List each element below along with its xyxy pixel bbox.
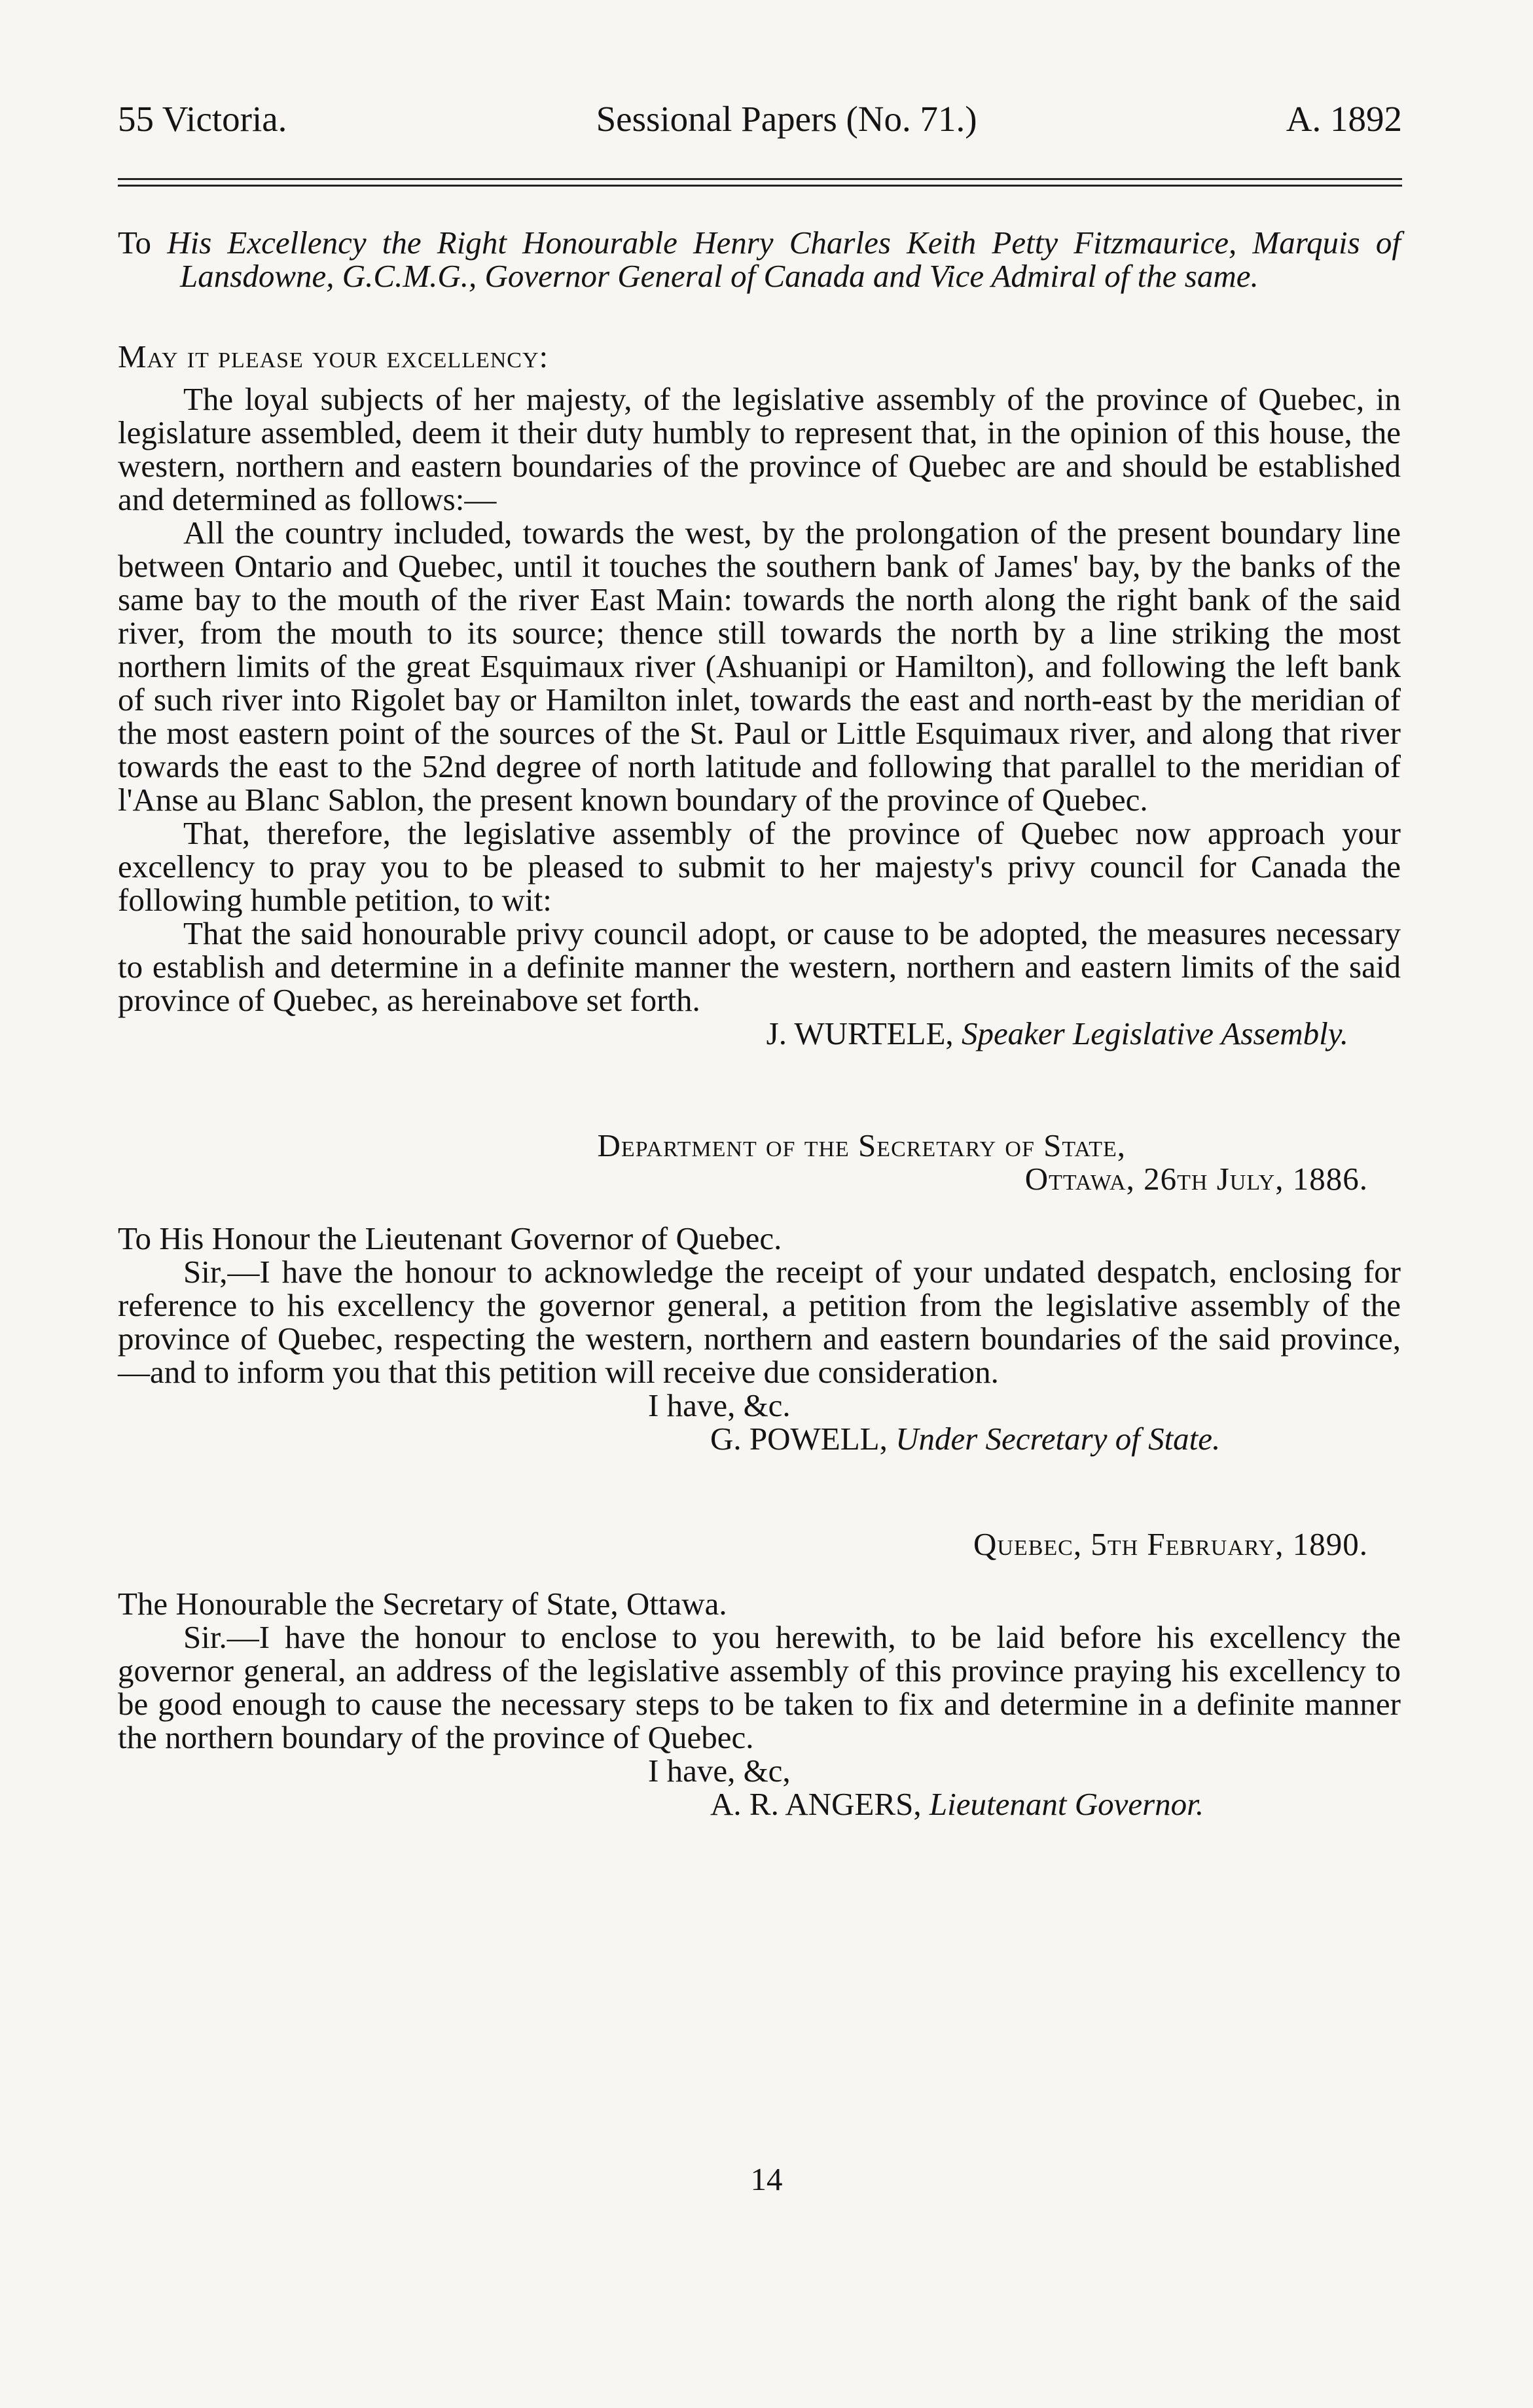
- petition-paragraph: That the said honourable privy council adopt, or cause to be adopted, the measures necessary to establish and determine in a definite manner the western, northern and eastern limits of the said province of Quebec, as hereinabove set forth.: [118, 915, 1401, 1018]
- signer-title: Lieutenant Governor.: [929, 1786, 1204, 1822]
- letter-body: Sir.—I have the honour to enclose to you herewith, to be laid before his excellency the governor general, an address of the legislative assembly of this province praying his excellency to be good enough to cause the necessary steps to be taken to fix and determine in a definite manner the northern boundary of the province of Quebec.: [118, 1619, 1401, 1755]
- letter-place-date: Quebec, 5th February, 1890.: [973, 1526, 1368, 1562]
- document-body: [118, 226, 1401, 1821]
- petition-paragraph: All the country included, towards the west, by the prolongation of the present boundary line between Ontario and Quebec, until it touches the southern bank of James' bay, by the banks of the same bay to the mouth of the river East Main: towards the north along the right bank of the said river, from the mouth to its source; thence still towards the north by a line striking the most northern limits of the great Esquimaux river (Ashuanipi or Hamilton), and following the left bank of such river into Rigolet bay or Hamilton inlet, towards the east and north-east by the meridian of the most eastern point of the sources of the St. Paul or Little Esquimaux river, and along that river towards the east to the 52nd degree of north latitude and following that parallel to the meridian of l'Anse au Blanc Sablon, the present known boundary of the province of Quebec.: [118, 515, 1401, 818]
- address-block: [118, 226, 1401, 293]
- department-heading: Department of the Secretary of State,: [597, 1127, 1126, 1163]
- letter-signature: [118, 1787, 1401, 1821]
- signer-title: Speaker Legislative Assembly.: [961, 1015, 1348, 1051]
- letter-body: Sir,—I have the honour to acknowledge the receipt of your undated despatch, enclosing for reference to his excellency the governor general, a petition from the legislative assembly of the province of Quebec, respecting the western, northern and eastern boundaries of the said province,—and to inform you that this petition will receive due consideration.: [118, 1254, 1401, 1390]
- header-rule: [118, 178, 1402, 180]
- header-title: Sessional Papers (No. 71.): [596, 99, 977, 139]
- letter-closing: I have, &c.: [648, 1387, 791, 1423]
- signer-name: G. POWELL,: [710, 1421, 888, 1457]
- header-volume: 55 Victoria.: [118, 99, 287, 139]
- letter-addressee: To His Honour the Lieutenant Governor of Quebec.: [118, 1220, 782, 1256]
- running-header: [118, 98, 1402, 139]
- header-rule-second: [118, 185, 1402, 187]
- signer-title: Under Secretary of State.: [895, 1421, 1221, 1457]
- signer-name: J. WURTELE,: [766, 1015, 954, 1051]
- petition-signature: [118, 1017, 1401, 1050]
- letter-closing: I have, &c,: [648, 1753, 791, 1789]
- signer-name: A. R. ANGERS,: [710, 1786, 922, 1822]
- letter-place-date: Ottawa, 26th July, 1886.: [1024, 1161, 1368, 1197]
- petition-paragraph: That, therefore, the legislative assembly of the province of Quebec now approach your excellency to pray you to be pleased to submit to her majesty's privy council for Canada the following humble petition, to wit:: [118, 815, 1401, 918]
- address-to: To: [118, 225, 152, 261]
- petition-paragraph: The loyal subjects of her majesty, of the legislative assembly of the province of Quebec, in legislature assembled, deem it their duty humbly to represent that, in the opinion of this house, the western, northern and eastern boundaries of the province of Quebec are and should be established and determined as follows:—: [118, 381, 1401, 517]
- page-number: 14: [750, 2161, 783, 2197]
- letter-signature: [118, 1422, 1401, 1455]
- header-year: A. 1892: [1286, 99, 1402, 139]
- letter-addressee: The Honourable the Secretary of State, Ottawa.: [118, 1586, 727, 1622]
- address-recipient: His Excellency the Right Honourable Henry Charles Keith Petty Fitzmaurice, Marquis of Lansdowne, G.C.M.G., Governor General of Canada and Vice Admiral of the same.: [167, 225, 1401, 294]
- petition-salutation: May it please your excellency:: [118, 338, 549, 374]
